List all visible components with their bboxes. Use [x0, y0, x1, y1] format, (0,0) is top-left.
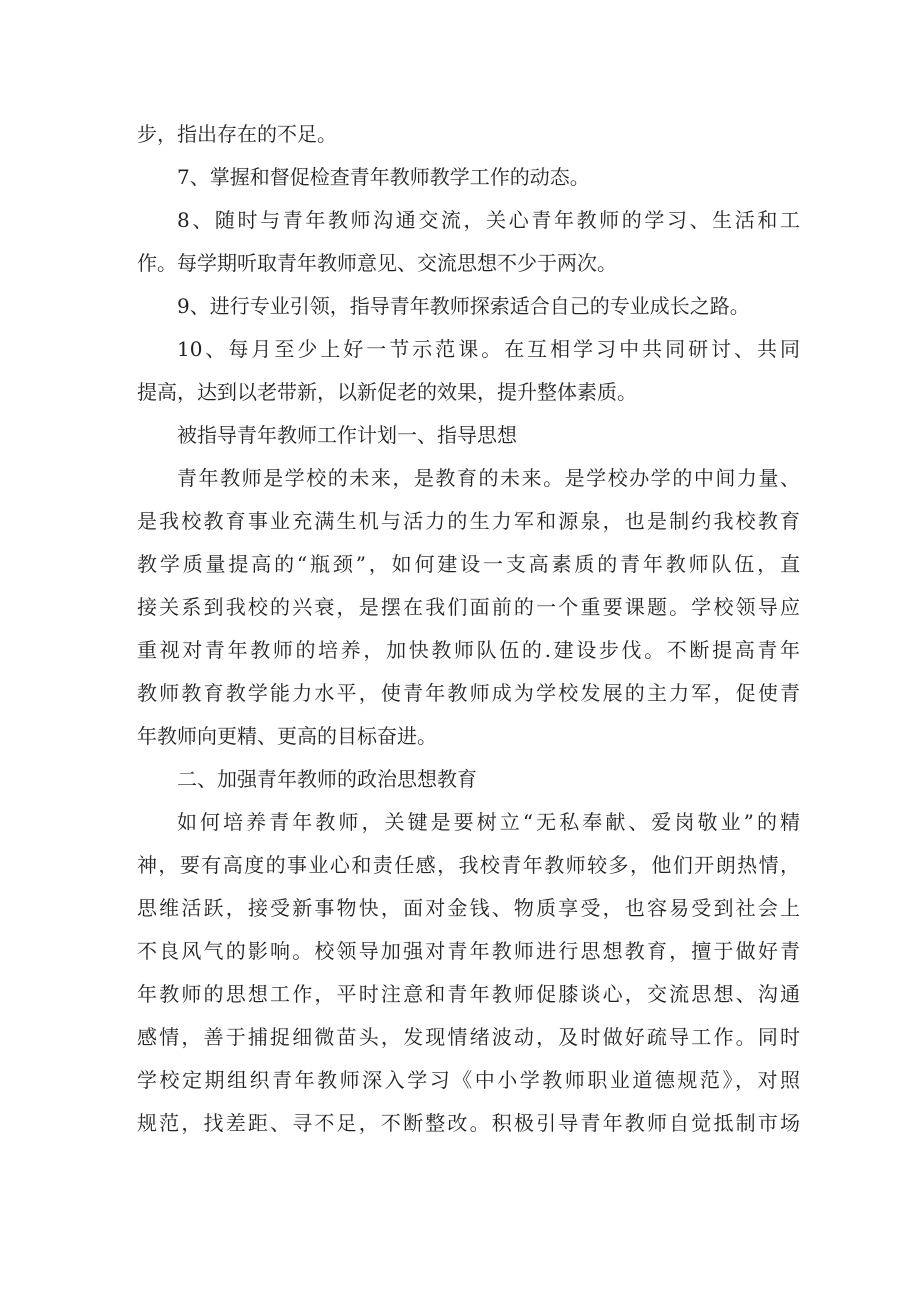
- paragraph-guiding-thought: [137, 457, 800, 758]
- section-heading-political-education: [137, 758, 800, 801]
- document-body: [137, 113, 800, 1145]
- text-line: 如何培养青年教师，关键是要树立“无私奉献、爱岗敬业”的精: [177, 810, 800, 834]
- heading-line: 二、加强青年教师的政治思想教育: [177, 767, 477, 791]
- paragraph-item-8: [137, 199, 800, 285]
- text-line: 年教师向更精、更高的目标奋进。: [137, 724, 437, 748]
- text-line: 教学质量提高的“瓶颈”，如何建设一支高素质的青年教师队伍，直: [137, 552, 800, 576]
- text-line: 感情，善于捕捉细微苗头，发现情绪波动，及时做好疏导工作。同时: [137, 1025, 800, 1049]
- text-line: 提高，达到以老带新，以新促老的效果，提升整体素质。: [137, 380, 637, 404]
- paragraph-political-education: [137, 801, 800, 1145]
- text-line: 步，指出存在的不足。: [137, 122, 337, 146]
- text-line: 不良风气的影响。校领导加强对青年教师进行思想教育，擅于做好青: [137, 939, 800, 963]
- paragraph-continued: [137, 113, 800, 156]
- text-line: 接关系到我校的兴衰，是摆在我们面前的一个重要课题。学校领导应: [137, 595, 800, 619]
- text-line: 规范，找差距、寻不足，不断整改。积极引导青年教师自觉抵制市场: [137, 1111, 800, 1135]
- text-line: 8、随时与青年教师沟通交流，关心青年教师的学习、生活和工: [177, 208, 800, 232]
- text-line: 青年教师是学校的未来，是教育的未来。是学校办学的中间力量、: [177, 466, 800, 490]
- text-line: 作。每学期听取青年教师意见、交流思想不少于两次。: [137, 251, 617, 275]
- paragraph-item-9: [137, 285, 800, 328]
- paragraph-item-10: [137, 328, 800, 414]
- text-line: 10、每月至少上好一节示范课。在互相学习中共同研讨、共同: [177, 337, 800, 361]
- text-line: 教师教育教学能力水平，使青年教师成为学校发展的主力军，促使青: [137, 681, 800, 705]
- text-line: 9、进行专业引领，指导青年教师探索适合自己的专业成长之路。: [177, 294, 750, 318]
- paragraph-item-7: [137, 156, 800, 199]
- text-line: 学校定期组织青年教师深入学习《中小学教师职业道德规范》，对照: [137, 1068, 800, 1092]
- heading-line: 被指导青年教师工作计划一、指导思想: [177, 423, 517, 447]
- text-line: 思维活跃，接受新事物快，面对金钱、物质享受，也容易受到社会上: [137, 896, 800, 920]
- text-line: 7、掌握和督促检查青年教师教学工作的动态。: [177, 165, 590, 189]
- text-line: 重视对青年教师的培养，加快教师队伍的.建设步伐。不断提高青年: [137, 638, 800, 662]
- section-heading-guiding-thought: [137, 414, 800, 457]
- text-line: 年教师的思想工作，平时注意和青年教师促膝谈心，交流思想、沟通: [137, 982, 800, 1006]
- text-line: 是我校教育事业充满生机与活力的生力军和源泉，也是制约我校教育: [137, 509, 800, 533]
- text-line: 神，要有高度的事业心和责任感，我校青年教师较多，他们开朗热情，: [137, 853, 800, 877]
